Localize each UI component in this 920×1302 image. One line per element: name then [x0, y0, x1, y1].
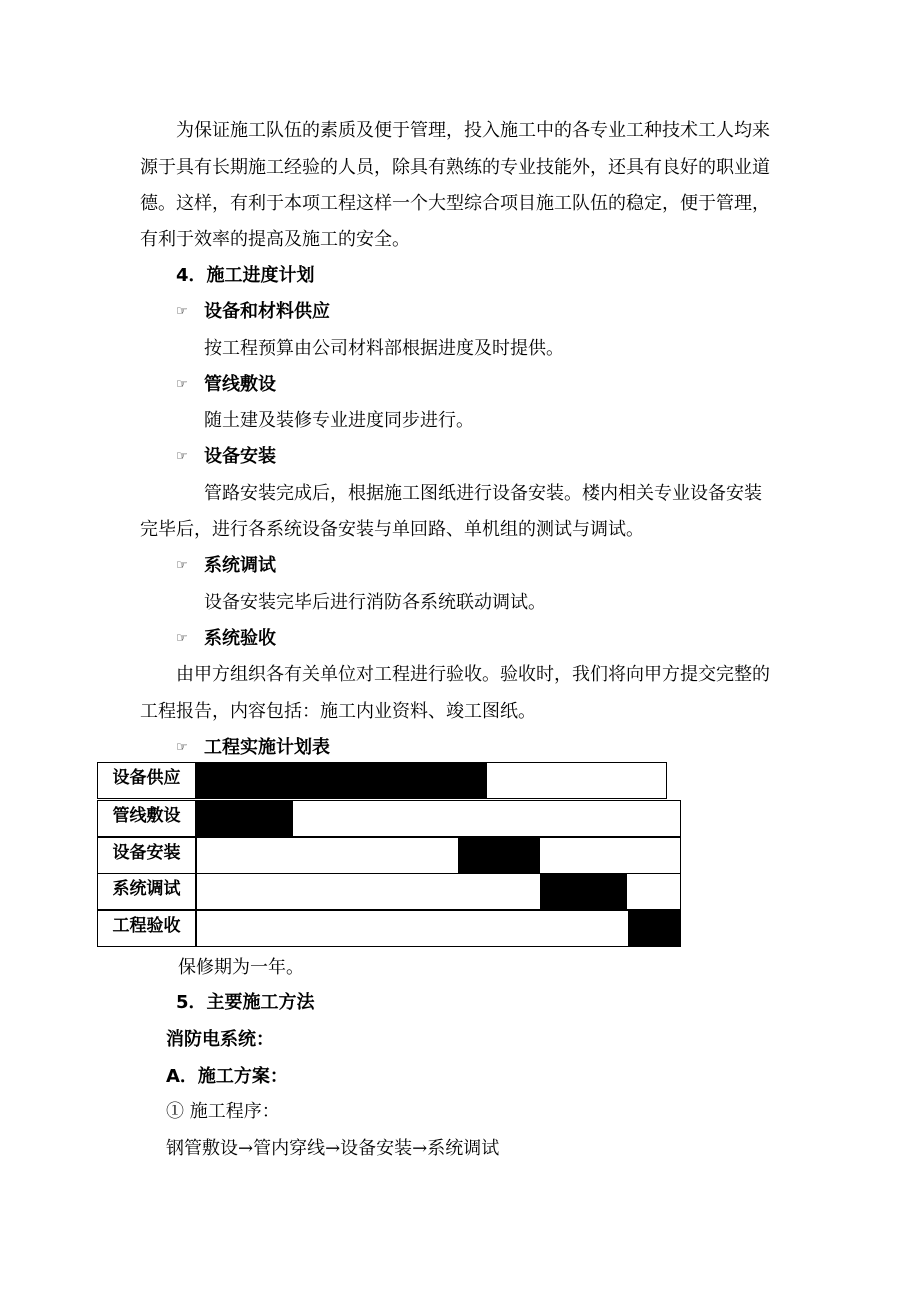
- item-title-equipment-supply: [176, 300, 330, 324]
- intro-line-4: 有利于效率的提高及施工的安全。: [140, 229, 410, 250]
- item-text-debugging: 设备安装完毕后进行消防各系统联动调试。: [204, 592, 546, 613]
- gantt-bar: [628, 910, 681, 947]
- item-text-acceptance-2: 工程报告，内容包括：施工内业资料、竣工图纸。: [140, 701, 536, 722]
- pointing-hand-icon: ☞: [176, 740, 188, 755]
- item-title-acceptance: [176, 627, 276, 651]
- pointing-hand-icon: ☞: [176, 304, 188, 319]
- item-text-installation-2: 完毕后，进行各系统设备安装与单回路、单机组的测试与调试。: [140, 519, 644, 540]
- step-1-title: ① 施工程序：: [166, 1101, 280, 1122]
- schedule-title: [176, 736, 330, 760]
- pointing-hand-icon: ☞: [176, 631, 188, 646]
- item-title-text: 系统验收: [204, 628, 276, 649]
- gantt-track: [196, 910, 681, 947]
- gantt-track: [196, 837, 681, 874]
- gantt-bar: [196, 762, 487, 799]
- gantt-task-label: 工程验收: [97, 910, 196, 947]
- item-title-text: 设备安装: [204, 446, 276, 467]
- procedure-text: 钢管敷设→管内穿线→设备安装→系统调试: [166, 1138, 500, 1159]
- item-title-text: 设备和材料供应: [204, 301, 330, 322]
- item-text-pipeline: 随土建及装修专业进度同步进行。: [204, 410, 474, 431]
- section-5-heading: 5．主要施工方法: [176, 992, 315, 1013]
- intro-line-2: 源于具有长期施工经验的人员，除具有熟练的专业技能外，还具有良好的职业道: [140, 157, 770, 178]
- item-title-text: 管线敷设: [204, 374, 276, 395]
- gantt-bar: [540, 873, 627, 910]
- schedule-title-text: 工程实施计划表: [204, 737, 330, 758]
- subsystem-title: 消防电系统：: [166, 1029, 274, 1050]
- gantt-task-label: 系统调试: [97, 873, 196, 910]
- gantt-task-label: 管线敷设: [97, 800, 196, 837]
- item-title-pipeline: [176, 373, 276, 397]
- item-title-text: 系统调试: [204, 555, 276, 576]
- item-title-debugging: [176, 554, 276, 578]
- gantt-task-label: 设备供应: [97, 762, 196, 799]
- pointing-hand-icon: ☞: [176, 377, 188, 392]
- pointing-hand-icon: ☞: [176, 449, 188, 464]
- item-title-installation: [176, 445, 276, 469]
- item-text-equipment-supply: 按工程预算由公司材料部根据进度及时提供。: [204, 338, 564, 359]
- gantt-bar: [196, 800, 293, 837]
- section-4-heading: 4．施工进度计划: [176, 265, 315, 286]
- intro-line-3: 德。这样，有利于本项工程这样一个大型综合项目施工队伍的稳定，便于管理，: [140, 193, 770, 214]
- intro-line-1: 为保证施工队伍的素质及便于管理，投入施工中的各专业工种技术工人均来: [176, 120, 770, 141]
- pointing-hand-icon: ☞: [176, 558, 188, 573]
- plan-a-title: A．施工方案：: [166, 1066, 288, 1087]
- gantt-bar: [458, 837, 540, 874]
- item-text-installation-1: 管路安装完成后，根据施工图纸进行设备安装。楼内相关专业设备安装: [204, 483, 762, 504]
- item-text-acceptance-1: 由甲方组织各有关单位对工程进行验收。验收时，我们将向甲方提交完整的: [176, 664, 770, 685]
- warranty-text: 保修期为一年。: [178, 957, 304, 978]
- gantt-task-label: 设备安装: [97, 837, 196, 874]
